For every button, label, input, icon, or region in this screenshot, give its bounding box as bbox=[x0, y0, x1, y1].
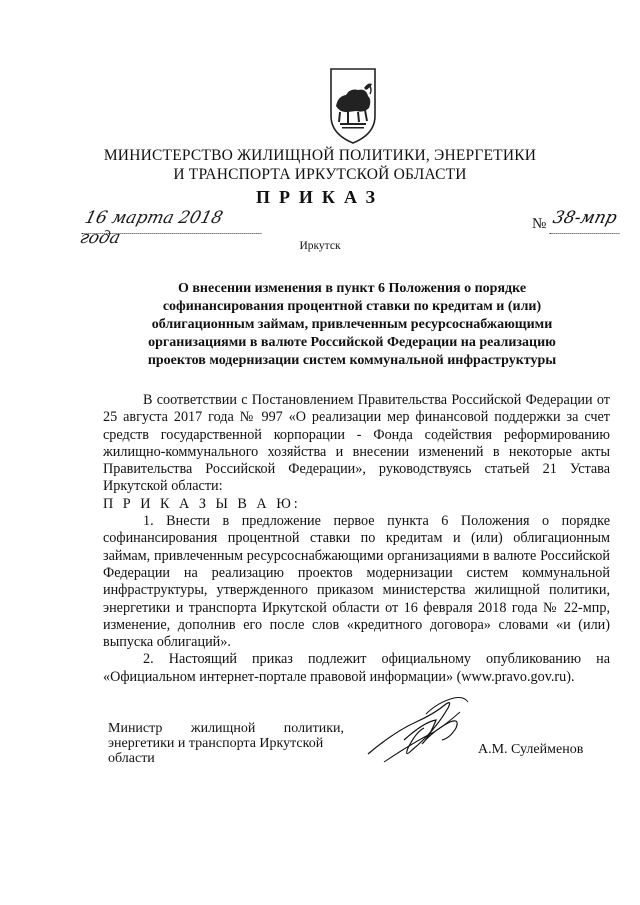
subject-line2: софинансирования процентной ставки по кредитам и (или) bbox=[162, 299, 542, 314]
order-subject bbox=[118, 280, 586, 370]
signatory-title-word3: политики, bbox=[283, 721, 344, 736]
order-item-1: 1. Внести в предложение первое пункта 6 Положения о порядке софинансирования процентной ставки по кредитам и (или) облигационным займам, привлеченным ресурсоснабжающими организациями в валюте Российской Федерации на реализацию проектов модернизации систем коммунальной инфраструктуры, утвержденного приказом министерства жилищной политики, энергетики и транспорта Иркутской области от 16 февраля 2018 года № 22-мпр, изменение, дополнив его после слов «кредитного договора» словами «и (или) выпуска облигаций». bbox=[103, 513, 610, 651]
ministry-name-line1: МИНИСТЕРСТВО ЖИЛИЩНОЙ ПОЛИТИКИ, ЭНЕРГЕТИКИ bbox=[103, 147, 537, 164]
order-word: П Р И К А З Ы В А Ю: bbox=[103, 495, 301, 512]
signatory-title-word1: Министр bbox=[108, 721, 163, 736]
signatory-title-line1 bbox=[108, 721, 344, 736]
signatory-title-line3: области bbox=[108, 751, 155, 766]
subject-line5: проектов модернизации систем коммунальной инфраструктуры bbox=[147, 353, 557, 368]
subject-line3: облигационным займам, привлеченным ресурсоснабжающими bbox=[151, 317, 553, 332]
handwritten-date bbox=[77, 208, 267, 248]
number-sign: № bbox=[532, 216, 547, 232]
signatory-name: А.М. Сулейменов bbox=[478, 742, 584, 757]
signatory-title-line2: энергетики и транспорта Иркутской bbox=[108, 736, 324, 751]
signatory-title-word2: жилищной bbox=[190, 721, 256, 736]
ministry-name-line2: И ТРАНСПОРТА ИРКУТСКОЙ ОБЛАСТИ bbox=[173, 166, 467, 183]
ministry-name bbox=[60, 146, 580, 184]
order-body bbox=[103, 392, 610, 686]
subject-line1: О внесении изменения в пункт 6 Положения о порядке bbox=[177, 281, 527, 296]
handwritten-number-text: 38-мпр bbox=[550, 208, 620, 228]
document-type-title: ПРИКАЗ bbox=[255, 187, 385, 207]
handwritten-date-text: 16 марта 2018 года bbox=[77, 208, 225, 248]
preamble-paragraph: В соответствии с Постановлением Правительства Российской Федерации от 25 августа 2017 года № 997 «О реализации мер финансовой поддержки за счет средств государственной корпорации - Фонда содействия реформированию жилищно-коммунального хозяйства и внесении изменений в некоторые акты Правительства Российской Федерации», руководствуясь статьей 21 Устава Иркутской области: bbox=[103, 392, 610, 495]
subject-line4: организациями в валюте Российской Федерации на реализацию bbox=[148, 335, 556, 350]
number-underline bbox=[549, 233, 619, 234]
coat-of-arms-icon bbox=[328, 66, 378, 146]
signatory-title bbox=[108, 721, 344, 766]
city: Иркутск bbox=[299, 240, 341, 252]
handwritten-number bbox=[548, 208, 625, 238]
order-item-2: 2. Настоящий приказ подлежит официальному опубликованию на «Официальном интернет-портале правовой информации» (www.pravo.gov.ru). bbox=[103, 651, 610, 685]
date-underline bbox=[81, 233, 261, 234]
handwritten-signature-icon bbox=[364, 692, 474, 770]
